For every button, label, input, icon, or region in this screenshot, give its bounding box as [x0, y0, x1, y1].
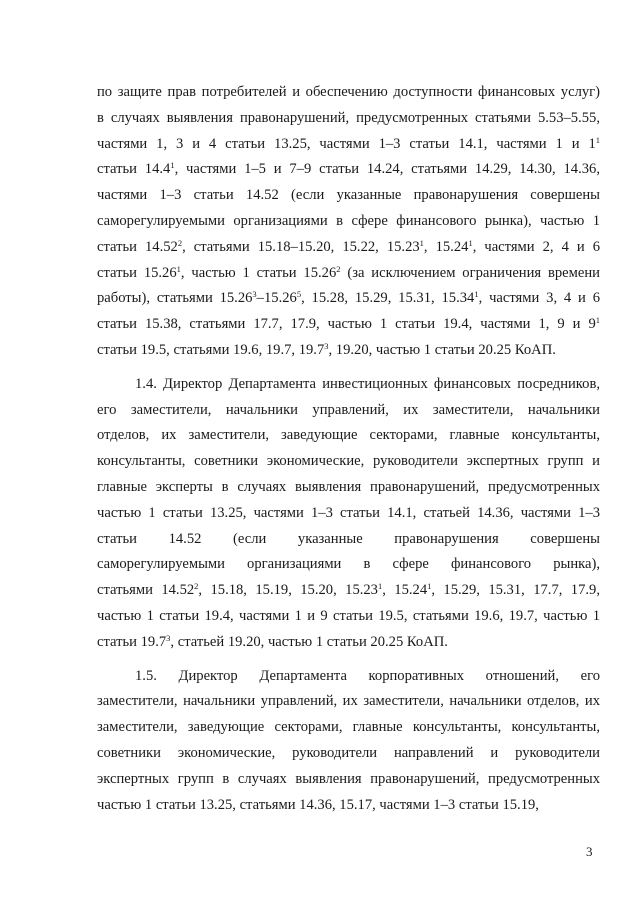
- line-text: (за исключением ограничения времени: [340, 264, 600, 281]
- text-line: [97, 312, 600, 338]
- superscript: 1: [595, 315, 600, 326]
- text-line: [97, 475, 600, 501]
- superscript: 3: [324, 340, 329, 351]
- text-line: [97, 80, 600, 106]
- line-text: статьи 19.5, статьями 19.6, 19.7, 19.7: [97, 341, 325, 358]
- text-line: [97, 372, 600, 398]
- superscript: 1: [377, 581, 383, 592]
- text-line: [97, 209, 600, 235]
- superscript: 1: [170, 160, 175, 171]
- line-text: , 15.29, 15.31, 17.7, 17.9,: [431, 582, 600, 599]
- text-line: [97, 741, 600, 767]
- superscript: 1: [474, 289, 479, 300]
- text-line: [97, 578, 600, 604]
- superscript: 3: [166, 632, 171, 643]
- line-text: , статьей 19.20, частью 1 статьи 20.25 КоАП.: [170, 633, 448, 650]
- text-line: [97, 604, 600, 630]
- line-text: саморегулируемыми организациями в сфере финансового рынка),: [97, 556, 600, 573]
- superscript: 1: [419, 237, 424, 248]
- text-line: [97, 552, 600, 578]
- line-text: , частями 1–5 и 7–9 статьи 14.24, статьями 14.29, 14.30, 14.36,: [174, 161, 600, 178]
- text-line: [97, 286, 600, 312]
- page-number: 3: [586, 844, 593, 859]
- text-line: [97, 501, 600, 527]
- superscript: 3: [252, 289, 257, 300]
- text-line: [97, 157, 600, 183]
- line-text: консультанты, советники экономические, руководители экспертных групп и: [97, 453, 600, 470]
- text-line: [97, 183, 600, 209]
- line-text: отделов, их заместители, заведующие секторами, главные консультанты,: [97, 427, 600, 444]
- text-line: [97, 261, 600, 287]
- text-line: [97, 106, 600, 132]
- text-line: [97, 767, 600, 793]
- superscript: 2: [194, 581, 199, 592]
- text-line: [97, 423, 600, 449]
- line-text: заместители, заведующие секторами, главные консультанты, консультанты,: [97, 719, 600, 736]
- line-text: главные эксперты в случаях выявления правонарушений, предусмотренных: [97, 478, 600, 495]
- line-text: , 15.18, 15.19, 15.20, 15.23: [198, 582, 378, 599]
- body-text: [97, 80, 600, 818]
- line-text: –15.26: [256, 290, 297, 307]
- superscript: 2: [177, 237, 183, 248]
- superscript: 1: [427, 581, 432, 592]
- text-line: [97, 132, 600, 158]
- line-text: , 19.20, частью 1 статьи 20.25 КоАП.: [328, 341, 556, 358]
- paragraph-continuation: [97, 80, 600, 364]
- line-text: статьи 14.4: [97, 161, 171, 178]
- line-text: работы), статьями 15.26: [97, 290, 253, 307]
- line-text: статьи 15.38, статьями 17.7, 17.9, частью 1 статьи 19.4, частями 1, 9 и 9: [97, 316, 596, 333]
- line-text: , частями 3, 4 и 6: [478, 290, 600, 307]
- superscript: 1: [468, 237, 473, 248]
- line-text: статьями 14.52: [97, 582, 195, 599]
- text-line: [97, 630, 600, 656]
- superscript: 1: [176, 263, 181, 274]
- paragraph-gap: [97, 364, 600, 372]
- paragraph-gap: [97, 656, 600, 664]
- line-text: его заместители, начальники управлений, их заместители, начальники: [97, 401, 600, 418]
- line-text: частью 1 статьи 13.25, статьями 14.36, 15.17, частями 1–3 статьи 15.19,: [97, 796, 539, 813]
- line-text: заместители, начальники управлений, их заместители, начальники отделов, их: [97, 693, 600, 710]
- superscript: 1: [595, 134, 600, 145]
- line-text: саморегулируемыми организациями в сфере финансового рынка), частью 1: [97, 212, 600, 229]
- line-text: 1.5. Директор Департамента корпоративных отношений, его: [135, 667, 600, 684]
- line-text: экспертных групп в случаях выявления правонарушений, предусмотренных: [97, 770, 600, 787]
- text-line: [97, 527, 600, 553]
- line-text: частью 1 статьи 19.4, частями 1 и 9 статьи 19.5, статьями 19.6, 19.7, частью 1: [97, 607, 600, 624]
- line-text: статьи 14.52: [97, 238, 178, 255]
- line-text: частями 1–3 статьи 14.52 (если указанные правонарушения совершены: [97, 187, 600, 204]
- line-text: статьи 15.26: [97, 264, 177, 281]
- superscript: 5: [296, 289, 302, 300]
- line-text: по защите прав потребителей и обеспечению доступности финансовых услуг): [97, 84, 600, 100]
- line-text: , статьями 15.18–15.20, 15.22, 15.23: [182, 238, 420, 255]
- line-text: , частью 1 статьи 15.26: [180, 264, 337, 281]
- text-line: [97, 715, 600, 741]
- text-line: [97, 793, 600, 819]
- text-line: [97, 449, 600, 475]
- line-text: статьи 19.7: [97, 633, 167, 650]
- line-text: , 15.24: [423, 238, 469, 255]
- text-line: [97, 338, 600, 364]
- text-line: [97, 235, 600, 261]
- text-line: [97, 664, 600, 690]
- text-line: [97, 398, 600, 424]
- line-text: в случаях выявления правонарушений, предусмотренных статьями 5.53–5.55,: [97, 109, 600, 126]
- line-text: 1.4. Директор Департамента инвестиционных финансовых посредников,: [135, 375, 600, 392]
- paragraph-item-1-4: [97, 372, 600, 656]
- line-text: статьи 14.52 (если указанные правонарушения совершены: [97, 530, 600, 547]
- line-text: советники экономические, руководители направлений и руководители: [97, 744, 600, 761]
- line-text: , 15.24: [382, 582, 428, 599]
- line-text: , частями 2, 4 и 6: [472, 238, 601, 255]
- text-line: [97, 689, 600, 715]
- superscript: 2: [336, 263, 341, 274]
- line-text: , 15.28, 15.29, 15.31, 15.34: [301, 290, 475, 307]
- paragraph-item-1-5: [97, 664, 600, 819]
- line-text: частями 1, 3 и 4 статьи 13.25, частями 1–3 статьи 14.1, частями 1 и 1: [97, 135, 596, 152]
- line-text: частью 1 статьи 13.25, частями 1–3 статьи 14.1, статьей 14.36, частями 1–3: [97, 504, 600, 521]
